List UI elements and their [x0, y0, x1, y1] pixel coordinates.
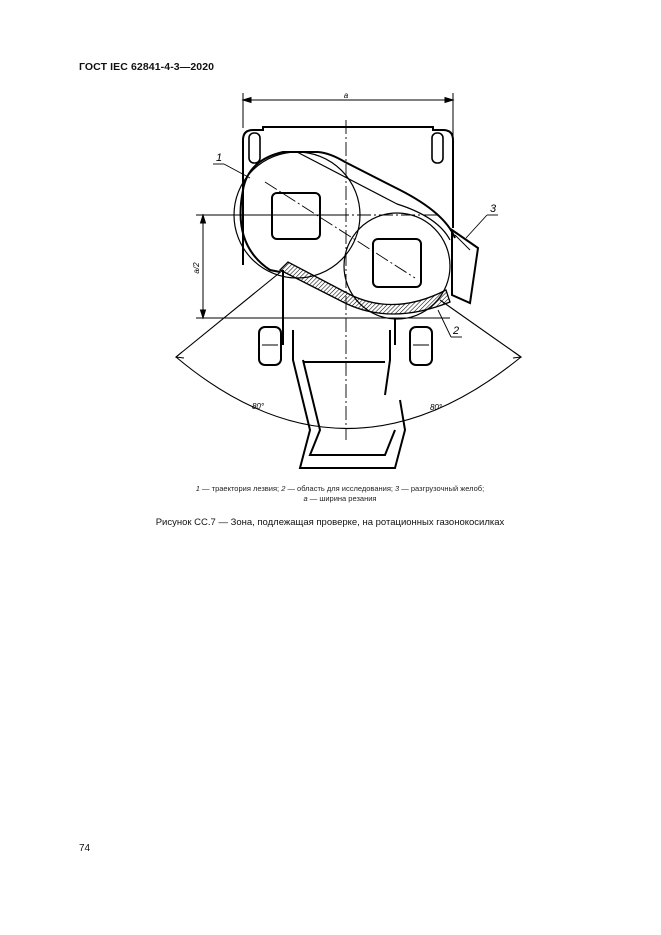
- rear-left-wheel: [259, 327, 281, 365]
- legend-item2-number: 2: [281, 484, 286, 493]
- legend-item2-text: — область для исследования;: [285, 484, 396, 493]
- legend-a-text: — ширина резания: [307, 494, 377, 503]
- right-blade-hub: [373, 239, 421, 287]
- left-blade-hub: [272, 193, 320, 239]
- dimension-a2-label: a/2: [192, 262, 201, 274]
- angle-right-label: 80°: [429, 403, 443, 412]
- width-dimension: [243, 93, 453, 225]
- callout-2: 2: [453, 325, 460, 337]
- discharge-chute: [452, 230, 478, 303]
- figure-legend: [120, 484, 560, 494]
- page-number: 74: [79, 843, 91, 854]
- dimension-a-label: a: [343, 91, 349, 100]
- front-right-wheel: [432, 133, 443, 163]
- front-left-wheel: [249, 133, 260, 163]
- legend-a-symbol: a: [303, 494, 308, 503]
- angle-left-label: 80°: [251, 402, 265, 411]
- figure-legend-line2: [120, 494, 560, 504]
- callout-3: 3: [490, 203, 497, 215]
- legend-item3-number: 3: [395, 484, 400, 493]
- legend-item1-number: 1: [195, 484, 200, 493]
- callout-1: 1: [216, 152, 223, 164]
- legend-item1-text: — траектория лезвия;: [199, 484, 282, 493]
- centre-lines: [225, 120, 440, 440]
- rear-right-wheel: [410, 327, 432, 365]
- investigation-area: [280, 262, 450, 314]
- document-header: ГОСТ IEC 62841-4-3—2020: [79, 61, 215, 73]
- figure-caption: Рисунок СС.7 — Зона, подлежащая проверке, на ротационных газонокосилках: [155, 517, 505, 528]
- legend-item3-text: — разгрузочный желоб;: [399, 484, 485, 493]
